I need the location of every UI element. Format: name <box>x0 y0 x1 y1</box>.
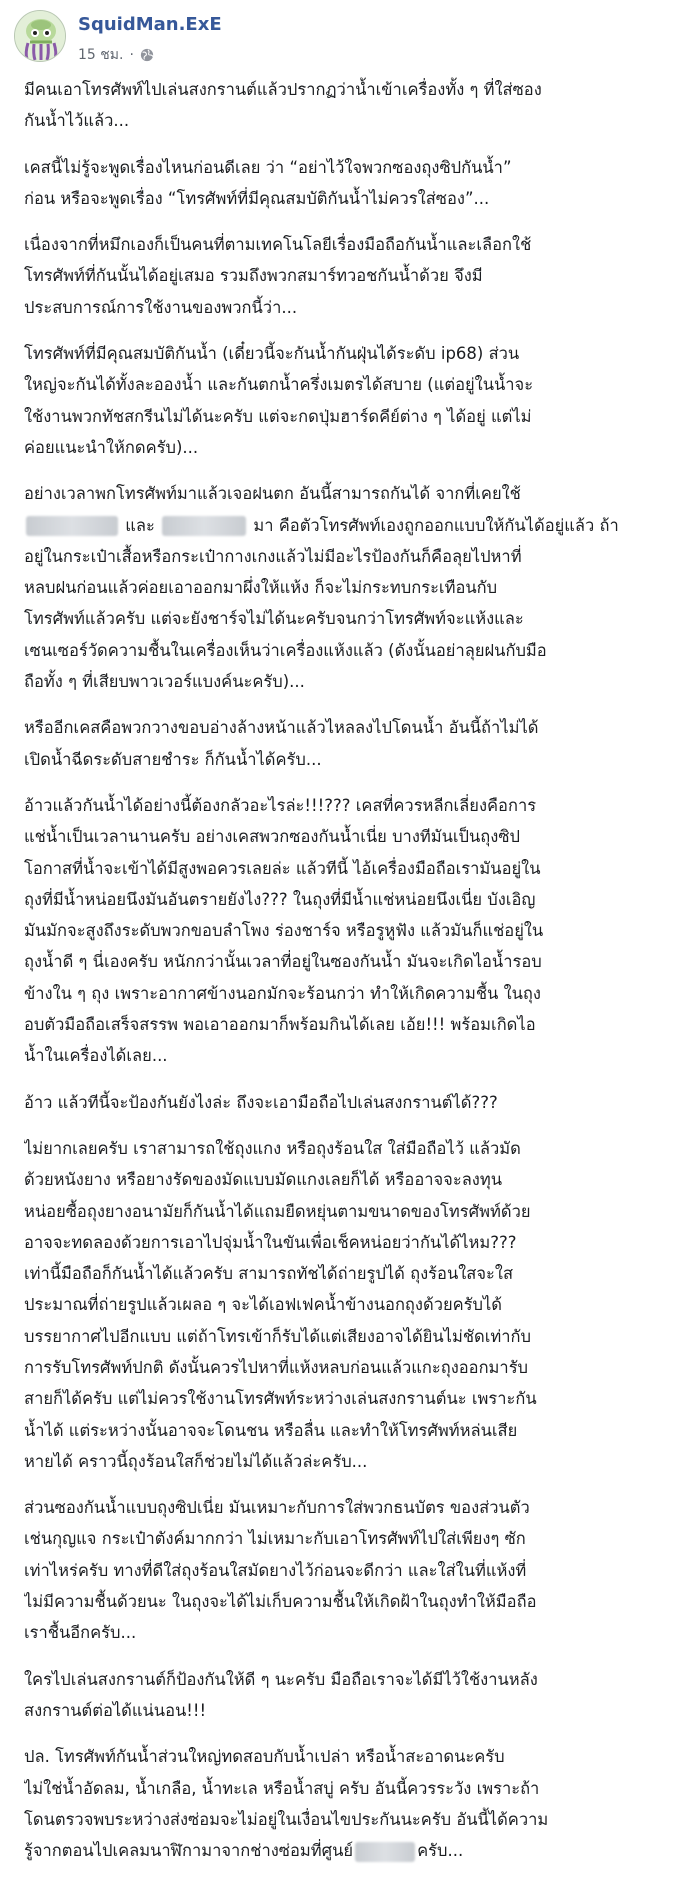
text-line: มีคนเอาโทรศัพท์ไปเล่นสงกรานต์แล้วปรากฏว่าน้ำเข้าเครื่องทั้ง ๆ ที่ใส่ซอง <box>24 80 542 99</box>
meta-separator: · <box>129 47 134 63</box>
text-line: ใช้งานพวกทัชสกรีนไม่ได้นะครับ แต่จะกดปุ่มฮาร์ดคีย์ต่าง ๆ ได้อยู่ แต่ไม่ <box>24 406 532 426</box>
text-line: กันน้ำไว้แล้ว... <box>24 111 130 131</box>
text-line: หน่อยซื้อถุงยางอนามัยก็กันน้ำได้แถมยืดหยุ่นตามขนาดของโทรศัพท์ด้วย <box>24 1201 531 1221</box>
text-line: มันมักจะสูงถึงระดับพวกขอบลำโพง ร่องชาร์จ หรือรูหูฟัง แล้วมันก็แช่อยู่ใน <box>24 921 544 941</box>
text-line: ไม่ใช่น้ำอัดลม, น้ำเกลือ, น้ำทะเล หรือน้ำสบู่ ครับ อันนี้ควรระวัง เพราะถ้า <box>24 1778 540 1798</box>
text-line: เราชื้นอีกครับ... <box>24 1623 137 1643</box>
text-line: หายได้ คราวนี้ถุงร้อนใสก็ช่วยไม่ได้แล้วล่ะครับ... <box>24 1451 368 1471</box>
text-line: อ้าวแล้วกันน้ำได้อย่างนี้ต้องกลัวอะไรล่ะ!!!??? เคสที่ควรหลีกเลี่ยงคือการ <box>24 795 537 815</box>
text-line: น้ำได้ แต่ระหว่างนั้นอาจจะโดนชน หรือลื่น และทำให้โทรศัพท์หล่นเสีย <box>24 1420 518 1440</box>
text-line: เนื่องจากที่หมึกเองก็เป็นคนที่ตามเทคโนโลยีเรื่องมือถือกันน้ำและเลือกใช้ <box>24 235 532 255</box>
paragraph-7 <box>24 790 684 1072</box>
text-and: และ <box>125 515 155 535</box>
text-line-with-redactions <box>24 510 684 541</box>
paragraph-4 <box>24 338 684 463</box>
text-line: ส่วนซองกันน้ำแบบถุงซิปเนี่ย มันเหมาะกับการใส่พวกธนบัตร ของส่วนตัว <box>24 1498 530 1518</box>
blurred-brand-2 <box>162 516 246 536</box>
avatar[interactable] <box>14 10 66 62</box>
text-fragment: ครับ... <box>417 1841 464 1861</box>
text-line: เปิดน้ำฉีดระดับสายชำระ ก็กันน้ำได้ครับ... <box>24 749 322 769</box>
text-fragment: มา คือตัวโทรศัพท์เองถูกออกแบบให้กันได้อยู่แล้ว ถ้า <box>253 515 619 535</box>
text-line: ค่อยแนะนำให้กดครับ)... <box>24 437 199 457</box>
text-line: อบตัวมือถือเสร็จสรรพ พอเอาออกมาก็พร้อมกินได้เลย เอ้ย!!! พร้อมเกิดไอ <box>24 1015 536 1035</box>
text-line: โอกาสที่น้ำจะเข้าได้มีสูงพอควรเลยล่ะ แล้วทีนี้ ไอ้เครื่องมือถือเรามันอยู่ใน <box>24 858 541 878</box>
avatar-image <box>15 11 66 62</box>
text-fragment: รู้จากตอนไปเคลมนาฬิกามาจากช่างซ่อมที่ศูนย์ <box>24 1841 354 1861</box>
text-line: หลบฝนก่อนแล้วค่อยเอาออกมาผึ่งให้แห้ง ก็จะไม่กระทบกระเทือนกับ <box>24 578 498 598</box>
text-line: การรับโทรศัพท์ปกติ ดังนั้นควรไปหาที่แห้งหลบก่อนแล้วแกะถุงออกมารับ <box>24 1357 529 1377</box>
post-time[interactable]: 15 ชม. <box>78 47 124 63</box>
text-line: โดนตรวจพบระหว่างส่งซ่อมจะไม่อยู่ในเงื่อนไขประกันนะครับ อันนี้ได้ความ <box>24 1809 549 1829</box>
paragraph-5 <box>24 478 684 697</box>
paragraph-1 <box>24 74 684 137</box>
text-line: โทรศัพท์แล้วครับ แต่จะยังชาร์จไม่ได้นะครับจนกว่าโทรศัพท์จะแห้งและ <box>24 609 524 629</box>
text-line: โทรศัพท์ที่กันนั้นได้อยู่เสมอ รวมถึงพวกสมาร์ทวอชกันน้ำด้วย จึงมี <box>24 266 483 286</box>
text-line: อ้าว แล้วทีนี้จะป้องกันยังไงล่ะ ถึงจะเอามือถือไปเล่นสงกรานต์ได้??? <box>24 1092 498 1112</box>
text-line-with-redaction <box>24 1835 684 1866</box>
paragraph-2 <box>24 152 684 215</box>
text-line: ถุงที่มีน้ำหน่อยนึงมันอันตรายยังไง??? ในถุงที่มีน้ำแช่หน่อยนึงเนี่ย บังเอิญ <box>24 889 536 909</box>
text-line: ปล. โทรศัพท์กันน้ำส่วนใหญ่ทดสอบกับน้ำเปล่า หรือน้ำสะอาดนะครับ <box>24 1747 505 1767</box>
text-line: อย่างเวลาพกโทรศัพท์มาแล้วเจอฝนตก อันนี้สามารถกันได้ จากที่เคยใช้ <box>24 484 521 504</box>
post-header <box>10 6 690 66</box>
text-line: ก่อน หรือจะพูดเรื่อง “โทรศัพท์ที่มีคุณสมบัติกันน้ำไม่ควรใส่ซอง”... <box>24 188 490 208</box>
paragraph-11 <box>24 1664 684 1727</box>
text-line: ด้วยหนังยาง หรือยางรัดของมัดแบบมัดแกงเลยก็ได้ หรืออาจจะลงทุน <box>24 1170 503 1190</box>
text-line: ใครไปเล่นสงกรานต์ก็ป้องกันให้ดี ๆ นะครับ มือถือเราจะได้มีไว้ใช้งานหลัง <box>24 1669 538 1689</box>
text-line: เท่านี้มือถือก็กันน้ำได้แล้วครับ สามารถทัชได้ถ่ายรูปได้ ถุงร้อนใสจะใส <box>24 1264 514 1284</box>
text-line: บรรยากาศไปอีกแบบ แต่ถ้าโทรเข้าก็รับได้แต่เสียงอาจได้ยินไม่ชัดเท่ากับ <box>24 1326 532 1346</box>
text-line: เซนเซอร์วัดความชื้นในเครื่องเห็นว่าเครื่องแห้งแล้ว (ดังนั้นอย่าลุยฝนกับมือ <box>24 640 547 660</box>
text-line: ข้างใน ๆ ถุง เพราะอากาศข้างนอกมักจะร้อนกว่า ทำให้เกิดความชื้น ในถุง <box>24 983 541 1003</box>
text-line: ไม่มีความชื้นด้วยนะ ในถุงจะได้ไม่เก็บความชื้นให้เกิดฝ้าในถุงทำให้มือถือ <box>24 1592 537 1612</box>
paragraph-12 <box>24 1741 684 1866</box>
text-line: สายก็ได้ครับ แต่ไม่ควรใช้งานโทรศัพท์ระหว่างเล่นสงกรานต์นะ เพราะกัน <box>24 1389 537 1409</box>
text-line: สงกรานต์ต่อได้แน่นอน!!! <box>24 1700 207 1720</box>
text-line: ไม่ยากเลยครับ เราสามารถใช้ถุงแกง หรือถุงร้อนใส ใส่มือถือไว้ แล้วมัด <box>24 1138 521 1158</box>
text-line: อาจจะทดลองด้วยการเอาไปจุ่มน้ำในขันเพื่อเช็คหน่อยว่ากันได้ไหม??? <box>24 1232 517 1252</box>
text-line: อยู่ในกระเป๋าเสื้อหรือกระเป๋ากางเกงแล้วไม่มีอะไรป้องกันก็คือลุยไปหาที่ <box>24 546 522 566</box>
blurred-brand-3 <box>355 1842 415 1862</box>
text-line: เคสนี้ไม่รู้จะพูดเรื่องไหนก่อนดีเลย ว่า “อย่าไว้ใจพวกซองถุงซิปกันน้ำ” <box>24 157 512 177</box>
text-line: หรืออีกเคสคือพวกวางขอบอ่างล้างหน้าแล้วไหลลงไปโดนน้ำ อันนี้ถ้าไม่ได้ <box>24 718 539 738</box>
text-line: แช่น้ำเป็นเวลานานครับ อย่างเคสพวกซองกันน้ำเนี่ย บางทีมันเป็นถุงซิป <box>24 827 521 847</box>
text-line: ถุงน้ำดี ๆ นี่เองครับ หนักกว่านั้นเวลาที่อยู่ในซองกันน้ำ มันจะเกิดไอน้ำรอบ <box>24 952 542 972</box>
text-line: โทรศัพท์ที่มีคุณสมบัติกันน้ำ (เดี๋ยวนี้จะกันน้ำกันฝุ่นได้ระดับ ip68) ส่วน <box>24 344 520 364</box>
post-meta <box>78 44 154 66</box>
paragraph-6 <box>24 712 684 775</box>
author-name[interactable]: SquidMan.ExE <box>78 14 222 35</box>
post-body <box>24 74 684 1881</box>
text-line: ประสบการณ์การใช้งานของพวกนี้ว่า... <box>24 297 298 317</box>
paragraph-9 <box>24 1133 684 1477</box>
text-line: ประมาณที่ถ่ายรูปแล้วเผลอ ๆ จะได้เอฟเฟคน้ำข้างนอกถุงด้วยครับได้ <box>24 1295 503 1315</box>
paragraph-10 <box>24 1492 684 1648</box>
text-line: น้ำในเครื่องได้เลย... <box>24 1046 168 1066</box>
text-line: เช่นกุญแจ กระเป๋าตังค์มากกว่า ไม่เหมาะกับเอาโทรศัพท์ไปใส่เพียงๆ ซัก <box>24 1529 526 1549</box>
globe-icon[interactable] <box>140 48 154 62</box>
blurred-brand-1 <box>26 516 118 536</box>
paragraph-8 <box>24 1087 684 1118</box>
text-line: เท่าไหร่ครับ ทางที่ดีใส่ถุงร้อนใสมัดยางไว้ก่อนจะดีกว่า และใส่ในที่แห้งที่ <box>24 1560 527 1580</box>
paragraph-3 <box>24 229 684 323</box>
text-line: ถือทั้ง ๆ ที่เสียบพาวเวอร์แบงค์นะครับ)... <box>24 672 305 692</box>
text-line: ใหญ่จะกันได้ทั้งละอองน้ำ และกันตกน้ำครึ่งเมตรได้สบาย (แต่อยู่ในน้ำจะ <box>24 375 534 395</box>
